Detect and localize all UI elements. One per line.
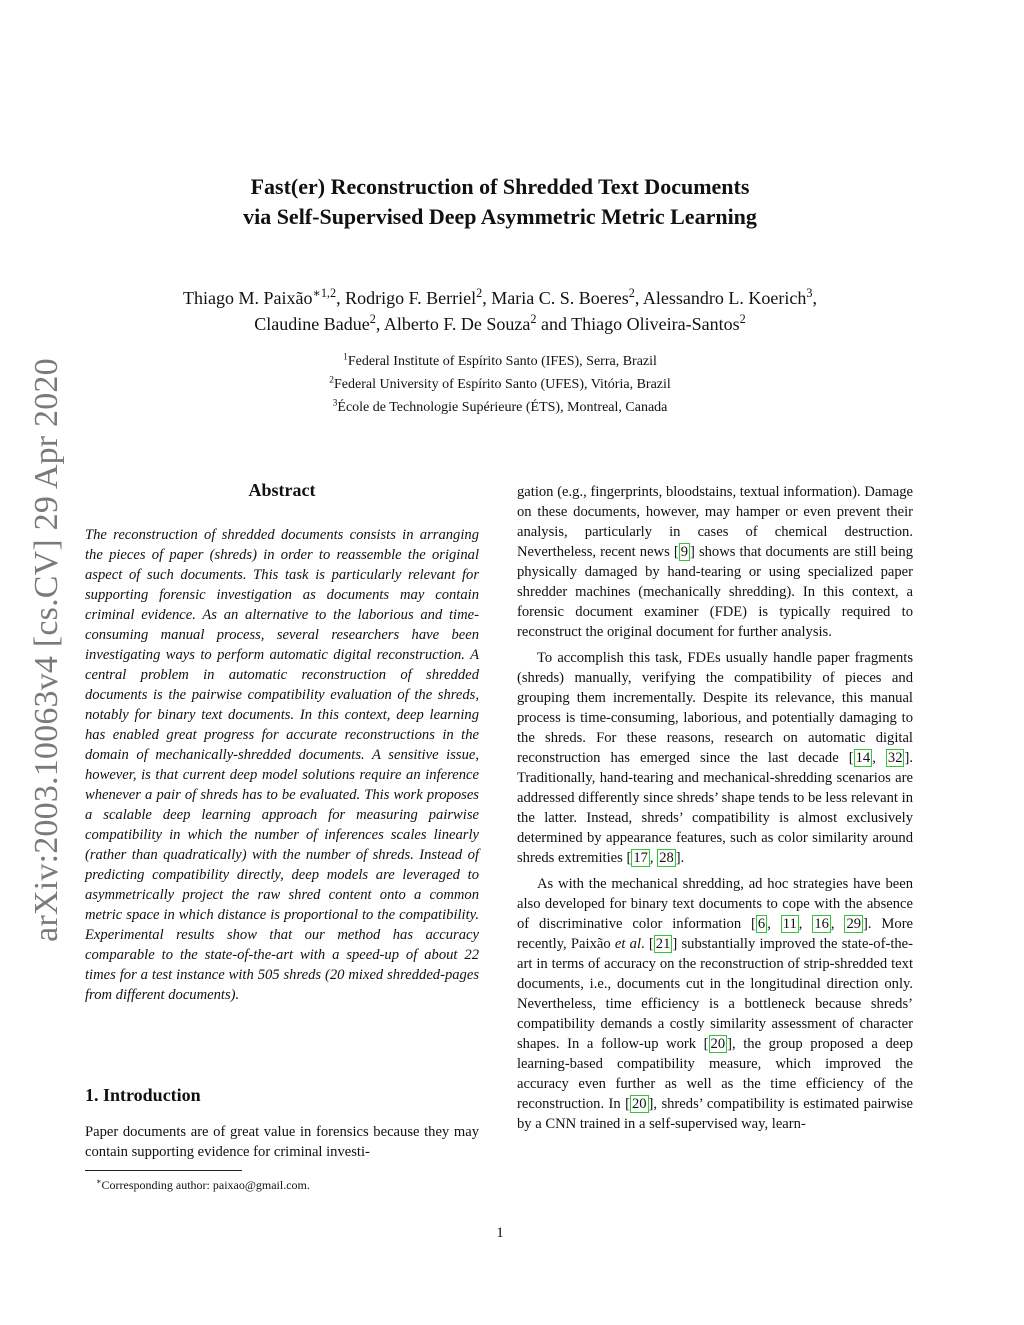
section-heading-introduction: 1. Introduction xyxy=(85,1085,201,1105)
citation-link[interactable]: 14 xyxy=(855,750,871,766)
arxiv-identifier-stamp: arXiv:2003.10063v4 [cs.CV] 29 Apr 2020 xyxy=(28,358,65,942)
citation-link[interactable]: 6 xyxy=(757,916,766,932)
author-name: Maria C. S. Boeres xyxy=(491,288,629,308)
citation-link[interactable]: 28 xyxy=(659,850,674,866)
paper-title xyxy=(0,172,1000,232)
title-line-2: via Self-Supervised Deep Asymmetric Metric Learning xyxy=(243,204,757,229)
author-name: Thiago Oliveira-Santos xyxy=(571,314,740,334)
author-affiliation-mark: 2 xyxy=(739,312,746,326)
affiliation-1: $^1$Federal Institute of Espírito Santo (IFES), Serra, Brazil xyxy=(343,352,657,369)
author-name: Claudine Badue xyxy=(254,314,370,334)
author-name: Thiago M. Paixão xyxy=(183,288,313,308)
footnote: ∗Corresponding author: paixao@gmail.com. xyxy=(96,1177,310,1192)
affiliation-list xyxy=(0,350,1000,419)
citation-link[interactable]: 20 xyxy=(710,1036,726,1052)
author-affiliation-mark: 2 xyxy=(369,312,376,326)
author-line-1: Thiago M. Paixão$^{∗1,2}$, Rodrigo F. Berriel$^2$, Maria C. S. Boeres$^2$, Alessandro L. Koerich$^3$, xyxy=(183,286,817,308)
author-affiliation-mark: 3 xyxy=(806,286,813,300)
body-paragraph: gation (e.g., fingerprints, bloodstains, textual information). Damage on these documents, however, may hamper or even prevent their analysis, particularly in cases of chemical destruction. Nevertheless, recent news [ 9 ] shows that documents are still being physically damaged by hand-tearing or using specialized paper shredder machines (mechanically shredding). In this context, a forensic document examiner (FDE) is typically required to reconstruct the original document for further analysis. xyxy=(517,484,913,640)
citation-link[interactable]: 32 xyxy=(887,750,903,766)
citation-link[interactable]: 9 xyxy=(680,544,689,560)
author-affiliation-mark: 2 xyxy=(476,286,483,300)
affiliation-3: $^3$École de Technologie Supérieure (ÉTS), Montreal, Canada xyxy=(332,398,668,415)
citation-link[interactable]: 20 xyxy=(631,1096,647,1112)
author-line-2: Claudine Badue$^2$, Alberto F. De Souza$^2$ and Thiago Oliveira-Santos$^2$ xyxy=(254,312,746,334)
author-affiliation-mark: 2 xyxy=(530,312,537,326)
citation-link[interactable]: 21 xyxy=(655,936,671,952)
page-number: 1 xyxy=(496,1225,504,1241)
citation-link[interactable]: 16 xyxy=(814,916,829,932)
author-list xyxy=(0,285,1000,337)
right-column-text xyxy=(517,482,913,1140)
introduction-paragraph: Paper documents are of great value in forensics because they may contain supporting evidence for criminal investi- xyxy=(85,1124,479,1160)
footnote-divider xyxy=(85,1170,242,1171)
author-affiliation-mark: ∗1,2 xyxy=(312,286,337,300)
author-name: Alessandro L. Koerich xyxy=(642,288,807,308)
citation-link[interactable]: 17 xyxy=(633,850,648,866)
author-name: Alberto F. De Souza xyxy=(383,314,531,334)
author-affiliation-mark: 2 xyxy=(628,286,635,300)
title-line-1: Fast(er) Reconstruction of Shredded Text Documents xyxy=(250,174,750,199)
citation-link[interactable]: 11 xyxy=(782,916,797,932)
affiliation-2: $^2$Federal University of Espírito Santo (UFES), Vitória, Brazil xyxy=(329,375,671,392)
citation-link[interactable]: 29 xyxy=(846,916,862,932)
abstract-text: The reconstruction of shredded documents consists in arranging the pieces of paper (shreds) in order to reassemble the original aspect of such documents. This task is particularly relevant for supporting forensic investigation as documents may contain criminal evidence. As an alternative to the laborious and time-consuming manual process, several researchers have been investigating ways to perform automatic digital reconstruction. A central problem in automatic reconstruction of shredded documents is the pairwise compatibility evaluation of the shreds, notably for binary text documents. In this context, deep learning has enabled great progress for accurate reconstructions in the domain of mechanically-shredded documents. A sensitive issue, however, is that current deep model solutions require an inference whenever a pair of shreds has to be evaluated. This work proposes a scalable deep learning approach for measuring pairwise compatibility in which the number of inferences scales linearly (rather than quadratically) with the number of shreds. Instead of predicting compatibility directly, deep models are leveraged to asymmetrically project the raw shred content onto a common metric space in which distance is proportional to the compatibility. Experimental results show that our method has accuracy comparable to the state-of-the-art with a speed-up of about 22 times for a test instance with 505 shreds (20 mixed shredded-pages from different documents). xyxy=(85,527,479,1003)
author-name: Rodrigo F. Berriel xyxy=(345,288,477,308)
body-paragraph: To accomplish this task, FDEs usually handle paper fragments (shreds) manually, verifying the compatibility of pieces and grouping them incrementally. Despite its relevance, this manual process is time-consuming, laborious, and potentially damaging to the shreds. For these reasons, research on automatic digital reconstruction has emerged since the last decade [ 14 , 32 ]. Traditionally, hand-tearing and mechanical-shredding scenarios are addressed differently since shreds’ shape tends to be less relevant in the latter. Instead, shreds’ compatibility is almost exclusively determined by appearance features, such as color similarity around shreds extremities [ 17 , 28 ]. xyxy=(517,650,914,866)
abstract-heading: Abstract xyxy=(248,480,316,500)
body-paragraph: As with the mechanical shredding, ad hoc strategies have been also developed for binary text documents to cope with the absence of discriminative color information [ 6 , 11 , 16 , 29 ]. More recently, Paixão et al. [ 21 ] substantially improved the state-of-the-art in terms of accuracy on the reconstruction of strip-shredded text documents, i.e., documents cut in the longitudinal direction only. Nevertheless, time efficiency is a bottleneck because shreds’ compatibility demands a costly similarity assessment of character shapes. In a follow-up work [ 20 ], the group proposed a deep learning-based compatibility measure, which improved the accuracy even further as well as the time efficiency of the reconstruction. In [ 20 ], shreds’ compatibility is estimated pairwise by a CNN trained in a self-supervised way, learn- xyxy=(517,876,914,1132)
